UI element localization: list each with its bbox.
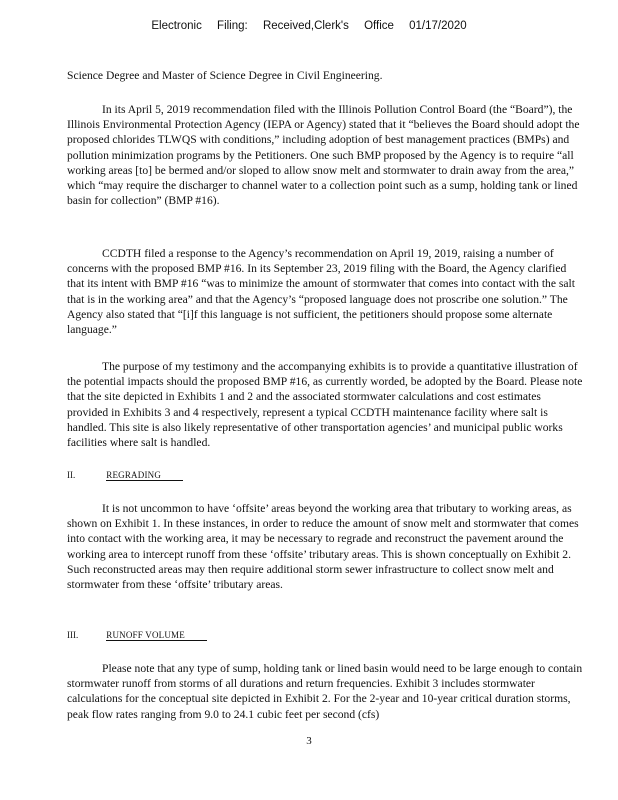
section-title: REGRADING	[106, 470, 183, 481]
paragraph-degree: Science Degree and Master of Science Degree in Civil Engineering.	[67, 69, 383, 82]
header-word-electronic: Electronic	[151, 20, 202, 32]
filing-header	[0, 20, 618, 32]
section-number: III.	[67, 630, 79, 640]
paragraph-testimony-purpose: The purpose of my testimony and the accompanying exhibits is to provide a quantitative illustration of the potential impacts should the proposed BMP #16, as currently worded, be adopted by the Board. Please note that the site depicted in Exhibits 1 and 2 and the associated stormwater calculations and cost estimates provided in Exhibits 3 and 4 respectively, represent a typical CCDTH maintenance facility where salt is handled. This site is also likely representative of other transportation agencies’ and municipal public works facilities where salt is handled.	[67, 360, 583, 450]
section-title: RUNOFF VOLUME	[106, 630, 207, 641]
header-word-filing: Filing:	[217, 20, 248, 32]
page-number: 3	[306, 735, 312, 747]
section-heading-runoff-volume	[67, 630, 207, 641]
paragraph-offsite-areas: It is not uncommon to have ‘offsite’ areas beyond the working area that tributary to working areas, as shown on Exhibit 1. In these instances, in order to reduce the amount of snow melt and stormwater that comes into contact with the working area, it may be necessary to regrade and reconstruct the pavement around the working area to intercept runoff from these ‘offsite’ tributary areas. This is shown conceptually on Exhibit 2. Such reconstructed areas may then require additional storm sewer infrastructure to collect snow melt and stormwater from these ‘offsite’ tributary areas.	[67, 502, 579, 592]
header-word-received: Received,Clerk's	[262, 20, 349, 32]
paragraph-ccdth-response: CCDTH filed a response to the Agency’s recommendation on April 19, 2019, raising a number of concerns with the proposed BMP #16. In its September 23, 2019 filing with the Board, the Agency clarified that its intent with BMP #16 “was to minimize the amount of stormwater that comes into contact with the salt that is in the working area” and that the Agency’s “proposed language does not proscribe one solution.” The Agency also stated that “[i]f this language is not sufficient, the petitioners should propose some alternate language.”	[67, 247, 575, 337]
header-date: 01/17/2020	[409, 20, 467, 32]
header-word-office: Office	[364, 20, 394, 32]
section-heading-regrading	[67, 470, 183, 481]
paragraph-sump-sizing: Please note that any type of sump, holding tank or lined basin would need to be large enough to contain stormwater runoff from storms of all durations and return frequencies. Exhibit 3 includes stormwater calculations for the conceptual site depicted in Exhibit 2. For the 2-year and 10-year critical duration storms, peak flow rates ranging from 9.0 to 24.1 cubic feet per second (cfs)	[67, 662, 583, 721]
section-number: II.	[67, 470, 76, 480]
paragraph-iepa-recommendation: In its April 5, 2019 recommendation filed with the Illinois Pollution Control Board (the “Board”), the Illinois Environmental Protection Agency (IEPA or Agency) stated that it “believes the Board should adopt the proposed chlorides TLWQS with conditions,” including adoption of best management practices (BMPs) and pollution minimization programs by the Petitioners. One such BMP proposed by the Agency is to require “all working areas [to] be bermed and/or sloped to allow snow melt and stormwater to drain away from the area,” which “may require the discharger to channel water to a collection point such as a sump, holding tank or lined basin for collection” (BMP #16).	[67, 103, 580, 208]
